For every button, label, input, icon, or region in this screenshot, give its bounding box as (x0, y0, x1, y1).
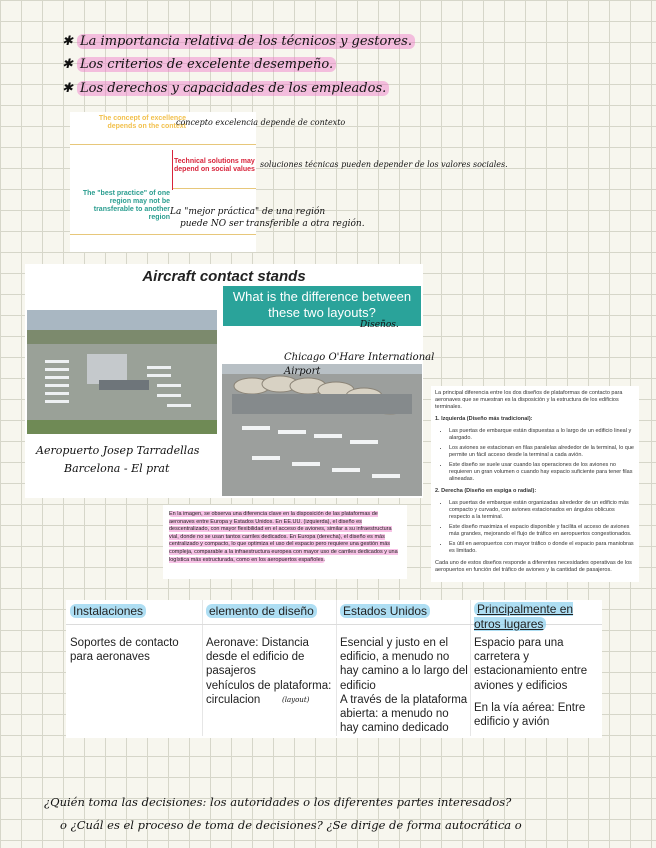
cell-vehiculos: vehículos de plataforma: circulacion (206, 679, 332, 706)
note-excelencia: concepto excelencia depende de contexto (176, 118, 346, 127)
airport-photo-right (222, 364, 422, 496)
header-instalaciones: Instalaciones (70, 604, 146, 618)
cell-eeuu-2: A través de la plataforma abierta: a menudo no hay camino dedicado (340, 693, 468, 735)
note-mejor-practica-2: puede NO ser transferible a otra región. (180, 219, 365, 229)
header-otros-lugares: Principalmente en otros lugares (474, 602, 574, 631)
slide-title: Aircraft contact stands (142, 268, 306, 285)
clip-text-best-practice: The "best practice" of one region may not be transferable to another region (82, 190, 170, 221)
explanation-heading-1: 1. Izquierda (Diseño más tradicional): (435, 416, 533, 422)
clip-text-excellence: The concept of excellence depends on the context (98, 115, 186, 130)
design-table (66, 600, 602, 738)
comparison-text: En la imagen, se observa una diferencia clave en la disposición de las plataformas de aeronaves entre Europa y Estados Unidos. En EE.UU. (izquierda), el diseño es descentralizado, con mayor flexibilidad en el acceso de aviones, similar a su infraestructura vial, donde no se usan tantos carriles dedicados. En Europa (derecha), el diseño es más centralizado y compacto, lo que optimiza el uso del espacio pero requiere una gestión más compleja, comparable a la infraestructura europea con mayor uso de carriles dedicados y una logística más estructurada, como en los aeropuertos españoles. (169, 511, 398, 563)
airport-photo-left (27, 310, 217, 434)
note-barcelona-2: Barcelona - El prat (64, 462, 170, 475)
bullet-2: ✱ Los criterios de excelente desempeño. (62, 57, 336, 72)
explanation-item: • Es útil en aeropuertos con mayor tráfico o donde el espacio para maniobras es limitado. (449, 541, 635, 555)
bullet-1: ✱ La importancia relativa de los técnicos y gestores. (62, 34, 415, 49)
note-mejor-practica-1: La "mejor práctica" de una región (170, 207, 326, 217)
explanation-item: • Este diseño maximiza el espacio disponible y facilita el acceso de aviones más grandes, mejorando el flujo de tráfico en aeropuertos congestionados. (449, 524, 635, 538)
question-2: o ¿Cuál es el proceso de toma de decisiones? ¿Se dirige de forma autocrática o (60, 818, 522, 832)
explanation-intro: La principal diferencia entre los dos diseños de plataformas de contacto para aeronaves que se muestran es la disposición y la estructura de los edificios terminales. (435, 390, 623, 410)
explanation-item: • Las puertas de embarque están organizadas alrededor de un edificio más compacto y curvado, con aviones estacionados en ángulos oblicuos respecto a la terminal. (449, 500, 635, 521)
explanation-outro: Cada uno de estos diseños responde a diferentes necesidades operativas de los aeropuertos en función del tráfico de aviones y la cantidad de pasajeros. (435, 560, 632, 573)
slide-question: What is the difference between these two layouts? (223, 286, 421, 326)
explanation-heading-2: 2. Derecha (Diseño en espiga o radial): (435, 488, 537, 494)
note-disenos: Diseños. (360, 320, 399, 330)
note-chicago: Chicago O'Hare International Airport (284, 352, 435, 377)
cell-instalacion: Soportes de contacto para aeronaves (70, 637, 179, 664)
europe-us-comparison-clip (163, 505, 407, 579)
explanation-item: • Este diseño se suele usar cuando las operaciones de los aviones no requieren un gran volumen o cuando hay espacio suficiente para tener filas alineadas. (449, 462, 635, 483)
slide-clip-context (70, 112, 256, 252)
header-estados-unidos: Estados Unidos (340, 604, 430, 618)
cell-aeronave: Aeronave: Distancia desde el edificio de pasajeros (206, 637, 309, 678)
header-elemento: elemento de diseño (206, 604, 317, 618)
note-soluciones: soluciones técnicas pueden depender de los valores sociales. (260, 160, 508, 169)
explanation-item: • Las puertas de embarque están dispuestas a lo largo de un edificio lineal y alargado. (449, 428, 635, 442)
note-layout: (layout) (282, 696, 310, 704)
cell-otros-2: En la vía aérea: Entre edificio y avión (474, 701, 586, 729)
cell-otros-1: Espacio para una carretera y estacionamiento entre aviones y edificios (474, 637, 588, 692)
cell-eeuu-1: Esencial y justo en el edificio, a menudo no hay camino a lo largo del edificio (340, 637, 468, 692)
note-barcelona-1: Aeropuerto Josep Tarradellas (36, 444, 200, 457)
question-1: ¿Quién toma las decisiones: los autoridades o los diferentes partes interesados? (44, 795, 512, 809)
explanation-item: • Los aviones se estacionan en filas paralelas alrededor de la terminal, lo que permite un fácil acceso desde la terminal a cada avión. (449, 445, 635, 459)
bullet-3: ✱ Los derechos y capacidades de los empleados. (62, 81, 389, 96)
clip-text-technical: Technical solutions may depend on social values (174, 158, 255, 173)
layout-explanation-clip (431, 386, 639, 582)
